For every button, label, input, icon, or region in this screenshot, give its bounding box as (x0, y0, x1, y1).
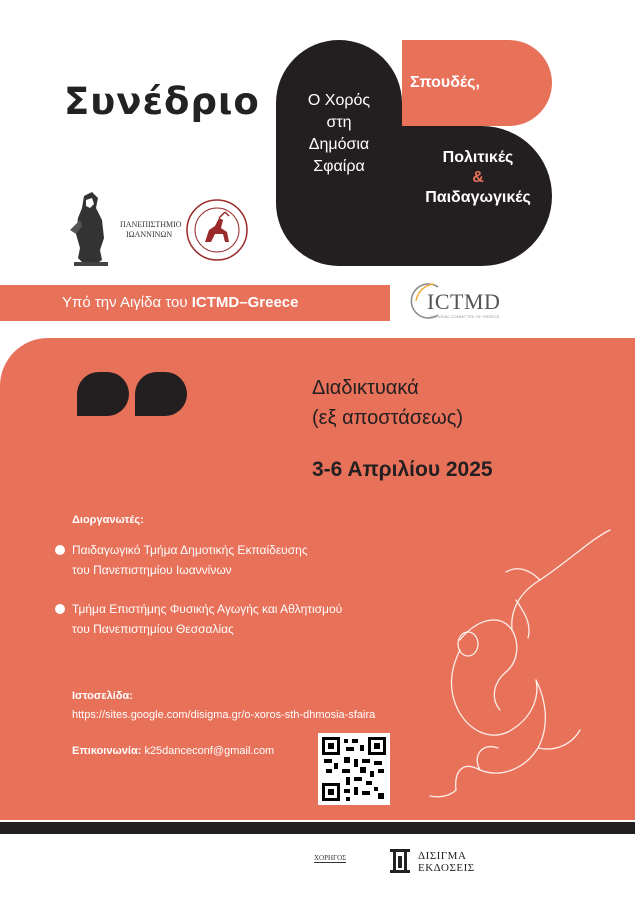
theme-text-bottom-right: Πολιτικές & Παιδαγωγικές (425, 149, 531, 206)
dancer-line-art-icon (420, 520, 620, 800)
theme-text-top-right: Σπουδές, (410, 74, 480, 91)
contact-line: Επικοινωνία: k25danceconf@gmail.com (72, 745, 275, 757)
event-dates: 3-6 Απριλίου 2025 (312, 458, 493, 481)
aegis-text: Υπό την Αιγίδα του ICTMD–Greece (62, 294, 299, 311)
contact-email-link[interactable]: k25danceconf@gmail.com (144, 745, 275, 757)
footer-bar (0, 822, 635, 834)
theme-text-left: Ο Χορός στη Δημόσια Σφαίρα (307, 92, 371, 175)
ictmd-logo-text: ICTMD (427, 289, 501, 314)
conference-title: Συνέδριο (64, 80, 260, 123)
bullet-icon (55, 545, 65, 555)
organizer-item: Τμήμα Επιστήμης Φυσικής Αγωγής και Αθλητισμού του Πανεπιστημίου Θεσσαλίας (72, 602, 343, 636)
university-thessaly-seal-icon (185, 198, 249, 262)
event-mode: Διαδικτυακά (εξ αποστάσεως) (312, 377, 463, 429)
website-label: Ιστοσελίδα: (72, 690, 133, 702)
bullet-icon (55, 604, 65, 614)
disigma-logo-icon (388, 848, 412, 874)
qr-code-icon[interactable] (318, 733, 390, 805)
ictmd-logo-subtitle: NATIONAL COMMITTEE OF GREECE (430, 314, 500, 319)
quote-shape-icon (135, 372, 187, 416)
publisher-name: ΔΙΣΙΓΜΑ ΕΚΔΟΣΕΙΣ (418, 850, 475, 874)
university-ioannina-name: ΠΑΝΕΠΙΣΤΗΜΙΟ ΙΩΑΝΝΙΝΩΝ (120, 220, 182, 239)
quote-shape-icon (77, 372, 129, 416)
website-link[interactable]: https://sites.google.com/disigma.gr/o-xoros-sth-dhmosia-sfaira (72, 709, 376, 721)
organizers-label: Διοργανωτές: (72, 514, 144, 526)
sponsor-label: ΧΟΡΗΓΟΣ (314, 854, 347, 862)
owl-logo-icon (62, 190, 118, 268)
organizer-item: Παιδαγωγικό Τμήμα Δημοτικής Εκπαίδευσης του Πανεπιστημίου Ιωαννίνων (72, 543, 308, 577)
